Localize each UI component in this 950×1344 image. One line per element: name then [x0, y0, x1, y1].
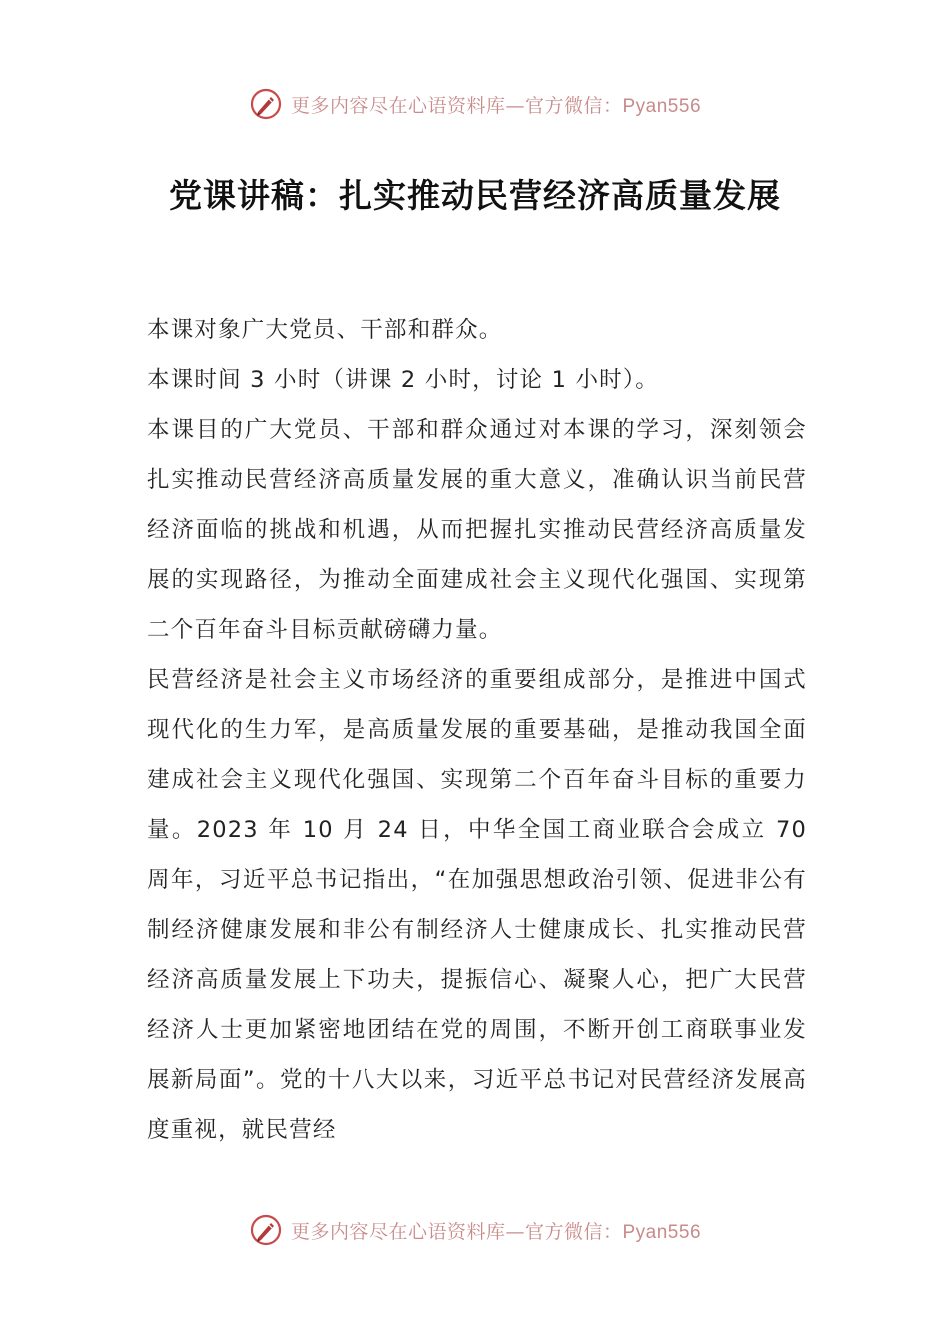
watermark-wechat-id: Pyan556	[622, 95, 702, 117]
paragraph-main: 民营经济是社会主义市场经济的重要组成部分，是推进中国式现代化的生力军，是高质量发展的重要基础，是推动我国全面建成社会主义现代化强国、实现第二个百年奋斗目标的重要力量。2023 年 10 月 24 日，中华全国工商业联合会成立 70 周年，习近平总书记指出，“在加强思想政治引领、促进非公有制经济健康发展和非公有制经济人士健康成长、扎实推动民营经济高质量发展上下功夫，提振信心、凝聚人心，把广大民营经济人士更加紧密地团结在党的周围，不断开创工商联事业发展新局面”。党的十八大以来，习近平总书记对民营经济发展高度重视，就民营经	[147, 667, 807, 1143]
watermark-wechat-id: Pyan556	[622, 1221, 702, 1243]
paragraph-duration: 本课时间 3 小时（讲课 2 小时，讨论 1 小时）。	[147, 367, 660, 393]
paragraph-audience: 本课对象广大党员、干部和群众。	[147, 317, 503, 343]
pen-logo-icon	[249, 1213, 283, 1247]
paragraph-purpose: 本课目的广大党员、干部和群众通过对本课的学习，深刻领会扎实推动民营经济高质量发展的重大意义，准确认识当前民营经济面临的挑战和机遇，从而把握扎实推动民营经济高质量发展的实现路径，为推动全面建成社会主义现代化强国、实现第二个百年奋斗目标贡献磅礴力量。	[147, 417, 807, 643]
watermark-text: 更多内容尽在心语资料库—官方微信：	[290, 94, 623, 117]
watermark-text: 更多内容尽在心语资料库—官方微信：	[290, 1220, 623, 1243]
header-watermark	[0, 84, 950, 124]
footer-watermark	[0, 1210, 950, 1250]
document-body	[147, 305, 807, 1155]
document-title: 党课讲稿：扎实推动民营经济高质量发展	[169, 176, 781, 215]
pen-logo-icon	[249, 87, 283, 121]
